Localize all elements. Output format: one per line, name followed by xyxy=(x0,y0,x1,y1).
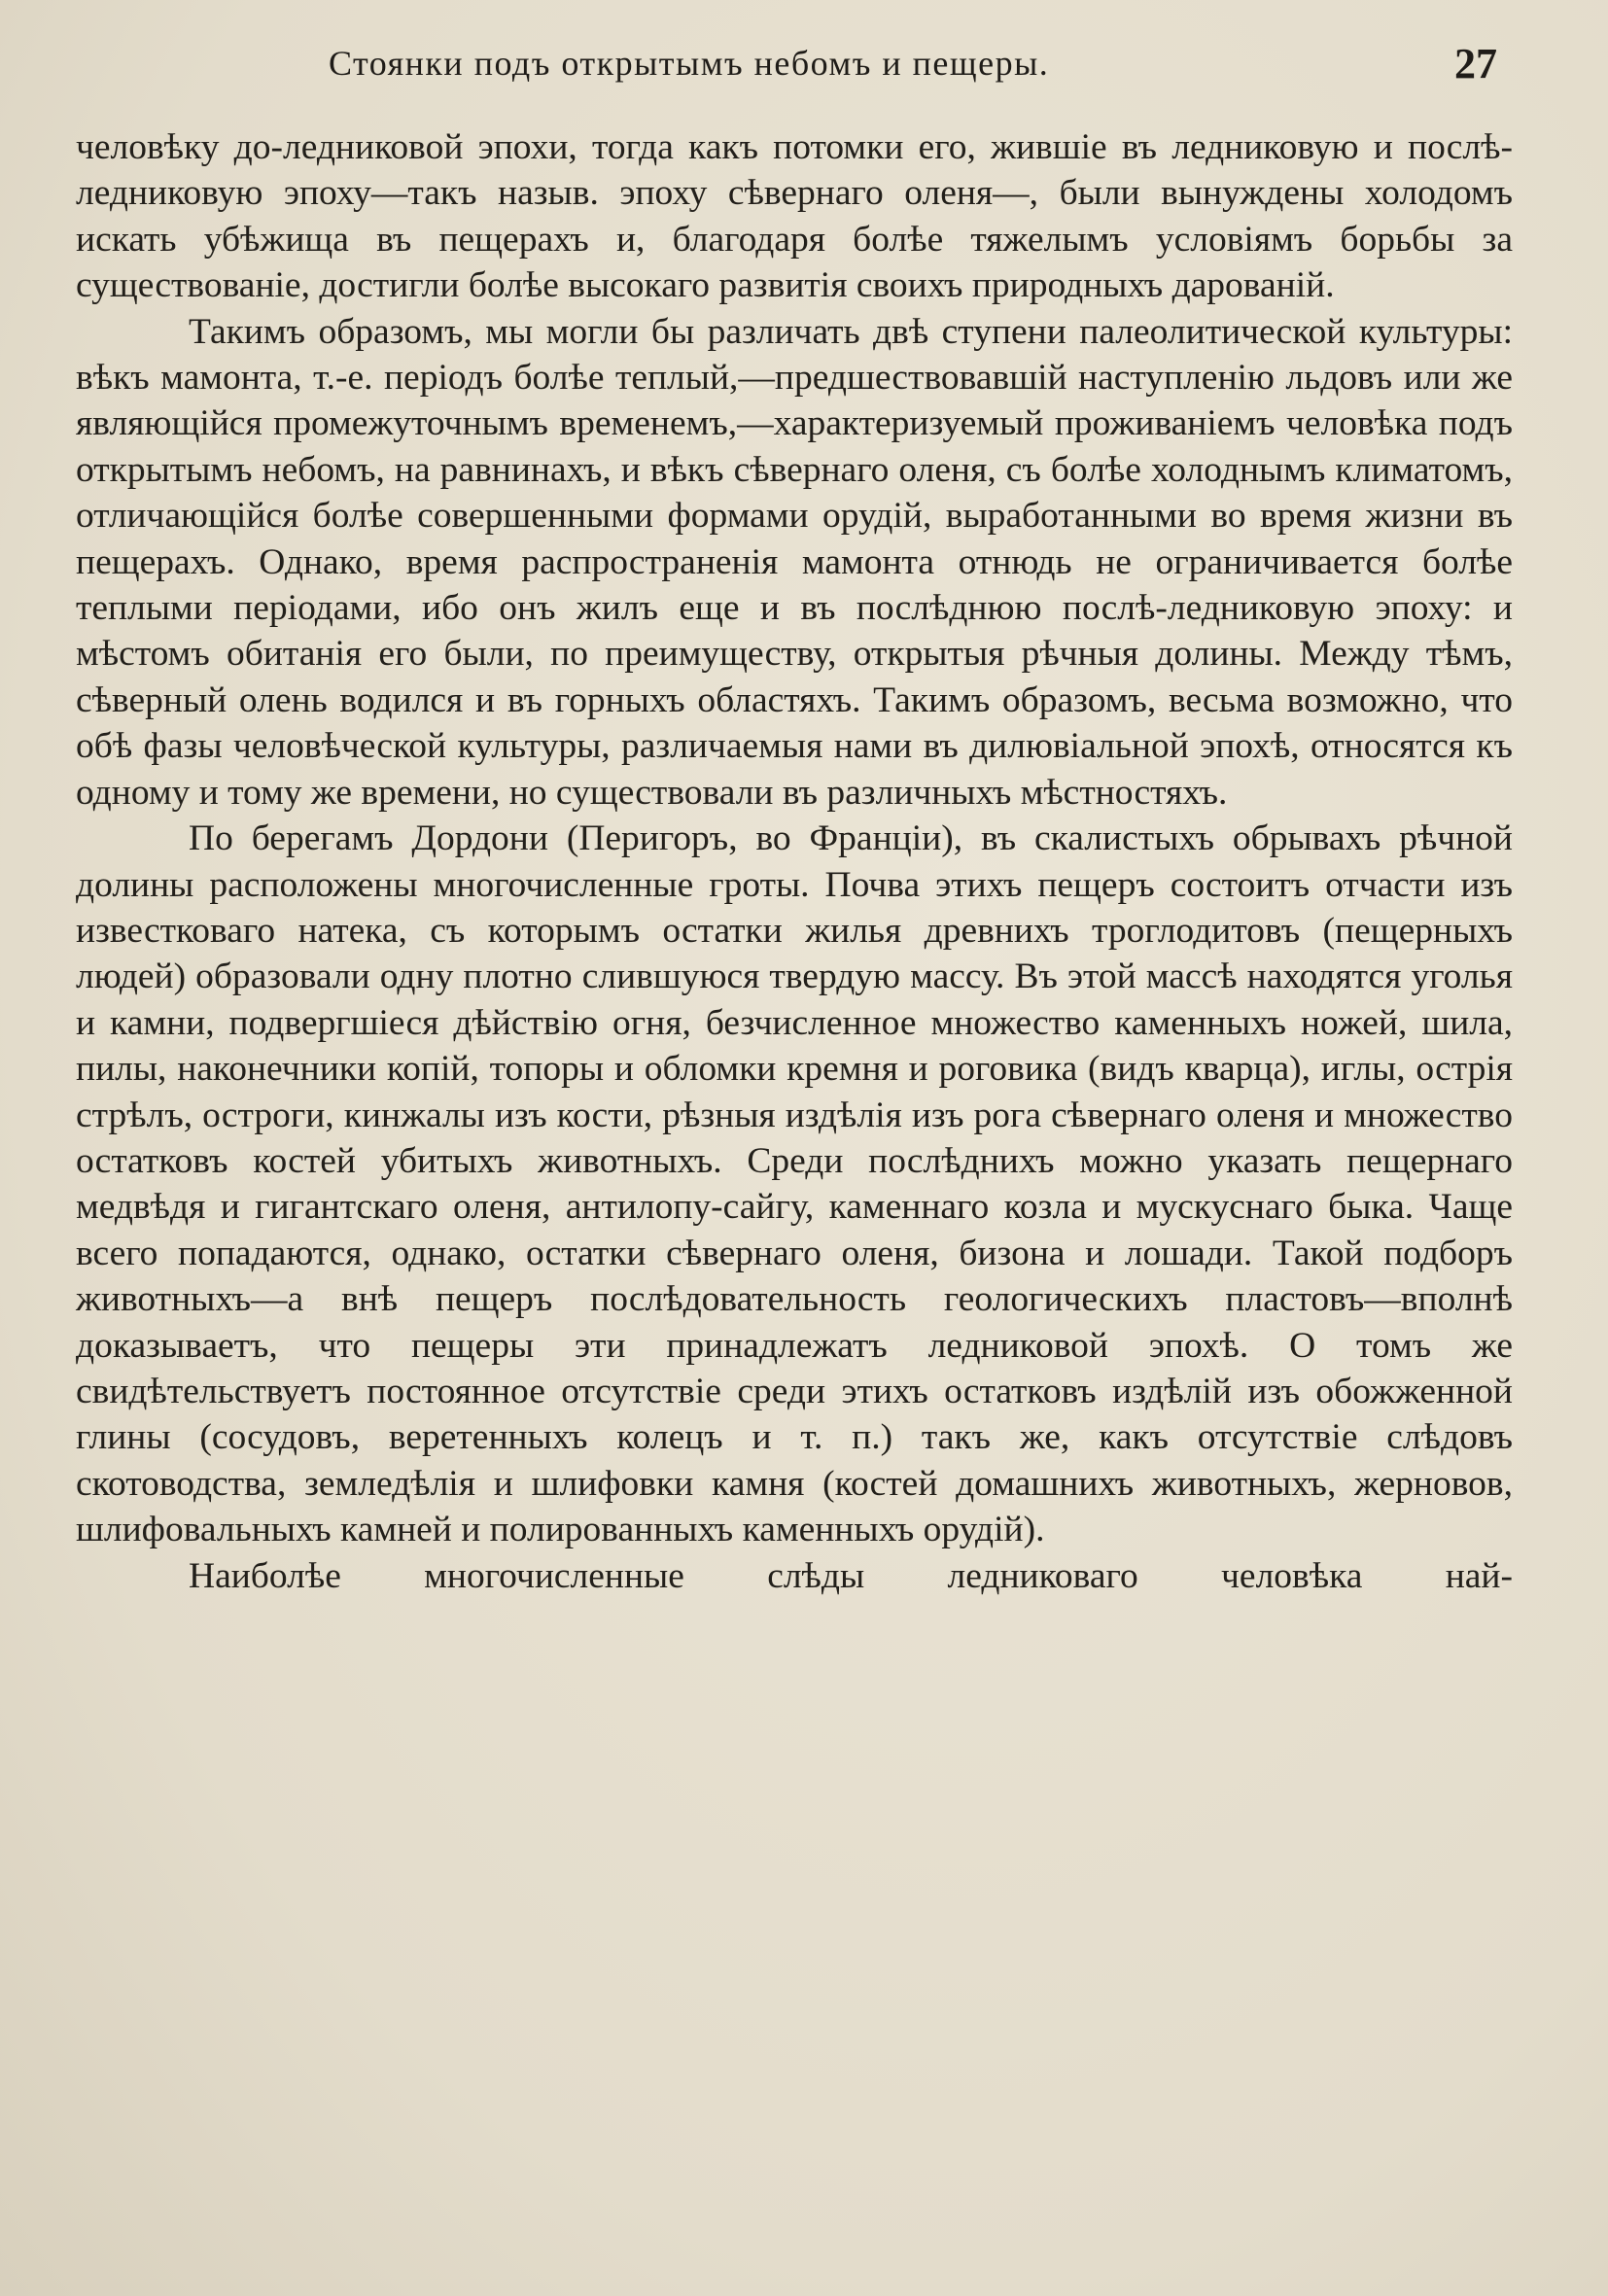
page-header xyxy=(0,40,1608,101)
paragraph-2: Такимъ образомъ, мы могли бы различать двѣ ступени палеолитической культуры: вѣкъ мамонта, т.-е. періодъ болѣе теплый,—предшествовавшій наступленію льдовъ или же являющійся промежуточнымъ временемъ,—характеризуемый проживаніемъ человѣка подъ открытымъ небомъ, на равнинахъ, и вѣкъ сѣвернаго оленя, съ болѣе холоднымъ климатомъ, отличающійся болѣе совершенными формами орудій, выработанными во время жизни въ пещерахъ. Однако, время распространенія мамонта отнюдь не ограничивается болѣе теплыми періодами, ибо онъ жилъ еще и въ послѣднюю послѣ-ледниковую эпоху: и мѣстомъ обитанія его были, по преимуществу, открытыя рѣчныя долины. Между тѣмъ, сѣверный олень водился и въ горныхъ областяхъ. Такимъ образомъ, весьма возможно, что обѣ фазы человѣческой культуры, различаемыя нами въ дилювіальной эпохѣ, относятся къ одному и тому же времени, но существовали въ различныхъ мѣстностяхъ. xyxy=(76,311,1513,813)
body-text xyxy=(76,124,1513,1599)
running-head: Стоянки подъ открытымъ небомъ и пещеры. xyxy=(329,44,1050,83)
paragraph-1: человѣку до-ледниковой эпохи, тогда какъ потомки его, жившіе въ ледниковую и послѣ-ледниковую эпоху—такъ назыв. эпоху сѣвернаго оленя—, были вынуждены холодомъ искать убѣжища въ пещерахъ и, благодаря болѣе тяжелымъ условіямъ борьбы за существованіе, достигли болѣе высокаго развитія своихъ природныхъ дарованій. xyxy=(76,127,1513,306)
page-number: 27 xyxy=(1454,40,1497,87)
paragraph-3: По берегамъ Дордони (Перигоръ, во Франціи), въ скалистыхъ обрывахъ рѣчной долины расположены многочисленные гроты. Почва этихъ пещеръ состоитъ отчасти изъ известковаго натека, съ которымъ остатки жилья древнихъ троглодитовъ (пещерныхъ людей) образовали одну плотно слившуюся твердую массу. Въ этой массѣ находятся уголья и камни, подвергшіеся дѣйствію огня, безчисленное множество каменныхъ ножей, шила, пилы, наконечники копій, топоры и обломки кремня и роговика (видъ кварца), иглы, острія стрѣлъ, остроги, кинжалы изъ кости, рѣзныя издѣлія изъ рога сѣвернаго оленя и множество остатковъ костей убитыхъ животныхъ. Среди послѣднихъ можно указать пещернаго медвѣдя и гигантскаго оленя, антилопу-сайгу, каменнаго козла и мускуснаго быка. Чаще всего попадаются, однако, остатки сѣвернаго оленя, бизона и лошади. Такой подборъ животныхъ—а внѣ пещеръ послѣдовательность геологическихъ пластовъ—вполнѣ доказываетъ, что пещеры эти принадлежатъ ледниковой эпохѣ. О томъ же свидѣтельствуетъ постоянное отсутствіе среди этихъ остатковъ издѣлій изъ обожженной глины (сосудовъ, веретенныхъ колецъ и т. п.) такъ же, какъ отсутствіе слѣдовъ скотоводства, земледѣлія и шлифовки камня (костей домашнихъ животныхъ, жерновов, шлифовальныхъ камней и полированныхъ каменныхъ орудій). xyxy=(76,818,1513,1550)
paragraph-4: Наиболѣе многочисленные слѣды ледниковаго человѣка най- xyxy=(189,1555,1513,1596)
